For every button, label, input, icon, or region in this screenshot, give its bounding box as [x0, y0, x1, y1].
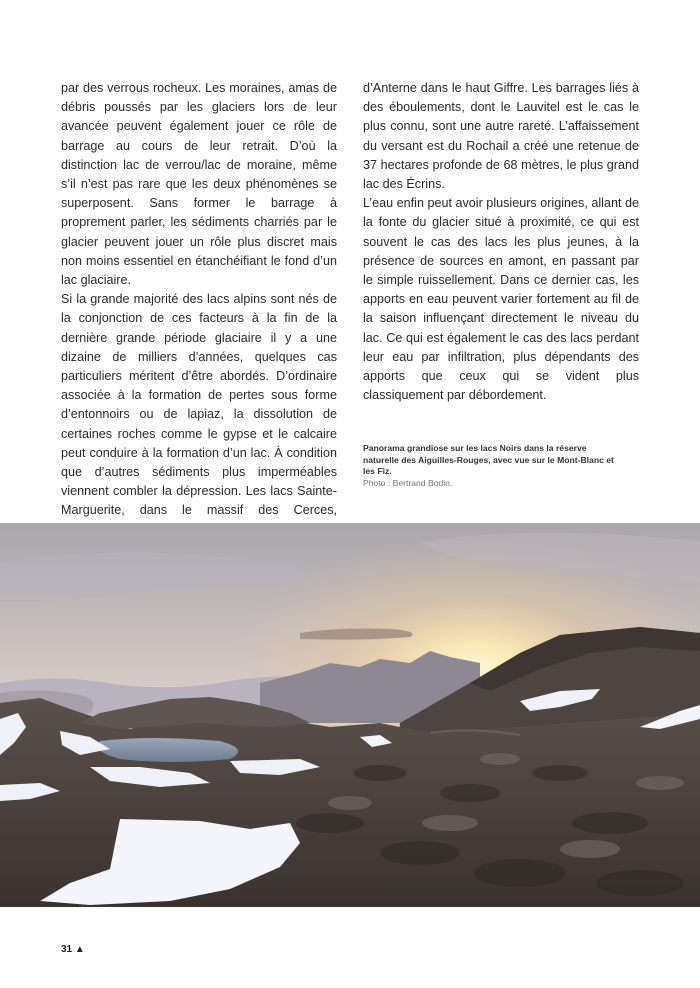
paragraph: par des verrous rocheux. Les moraines, amas de débris poussés par les glaciers lors de leur avancée peuvent également jouer ce rôle de barrage au cours de leur retrait. D’où la distinction lac de verrou/lac de moraine, même s’il n’est pas rare que les deux phénomènes se superposent. Sans former le barrage à proprement parler, les sédiments charriés par le glacier peuvent jouer un rôle plus discret mais non moins essentiel en étanchéifiant le fond d’un lac glaciaire.: [61, 81, 337, 288]
page-number-text: 31: [61, 944, 73, 955]
photo-caption: [363, 443, 623, 489]
text-column-left: [61, 79, 337, 540]
page-number: [61, 944, 85, 955]
landscape-photo: [0, 523, 700, 907]
paragraph: d’Anterne dans le haut Giffre. Les barrages liés à des éboulements, dont le Lauvitel est le cas le plus connu, sont une autre rareté. L’affaissement du versant est du Rochail a créé une retenue de 37 hectares profonde de 68 mètres, le plus grand lac des Écrins.: [363, 81, 639, 192]
caption-title: Panorama grandiose sur les lacs Noirs dans la réserve naturelle des Aiguilles-Rouges, avec vue sur le Mont-Blanc et les Fiz.: [363, 443, 614, 476]
photo-credit: Photo : Bertrand Bodin.: [363, 477, 453, 488]
text-column-right: [363, 79, 639, 405]
triangle-icon: ▲: [74, 944, 85, 955]
paragraph: Si la grande majorité des lacs alpins sont nés de la conjonction de ces facteurs à la fin de la dernière grande période glaciaire il y a une dizaine de milliers d’années, quelques cas particuliers méritent d’être abordés. D’ordinaire associée à la formation de pertes sous forme d’entonnoirs ou de lapiaz, la dissolution de certaines roches comme le gypse et le calcaire peut conduire à la formation d’un lac. À condition que d’autres sédiments plus imperméables viennent combler la dépression. Les lacs Sainte-Marguerite, dans le massif des Cerces,: [61, 292, 337, 518]
paragraph: L’eau enfin peut avoir plusieurs origines, allant de la fonte du glacier situé à proximité, ce qui est souvent le cas des lacs les plus jeunes, à la présence de sources en amont, en passant par le simple ruissellement. Dans ce dernier cas, les apports en eau peuvent varier fortement au fil de la saison influençant directement le niveau du lac. Ce qui est également le cas des lacs perdant leur eau par infiltration, plus dépendants des apports que ceux qui se vident plus classiquement par débordement.: [363, 196, 639, 403]
